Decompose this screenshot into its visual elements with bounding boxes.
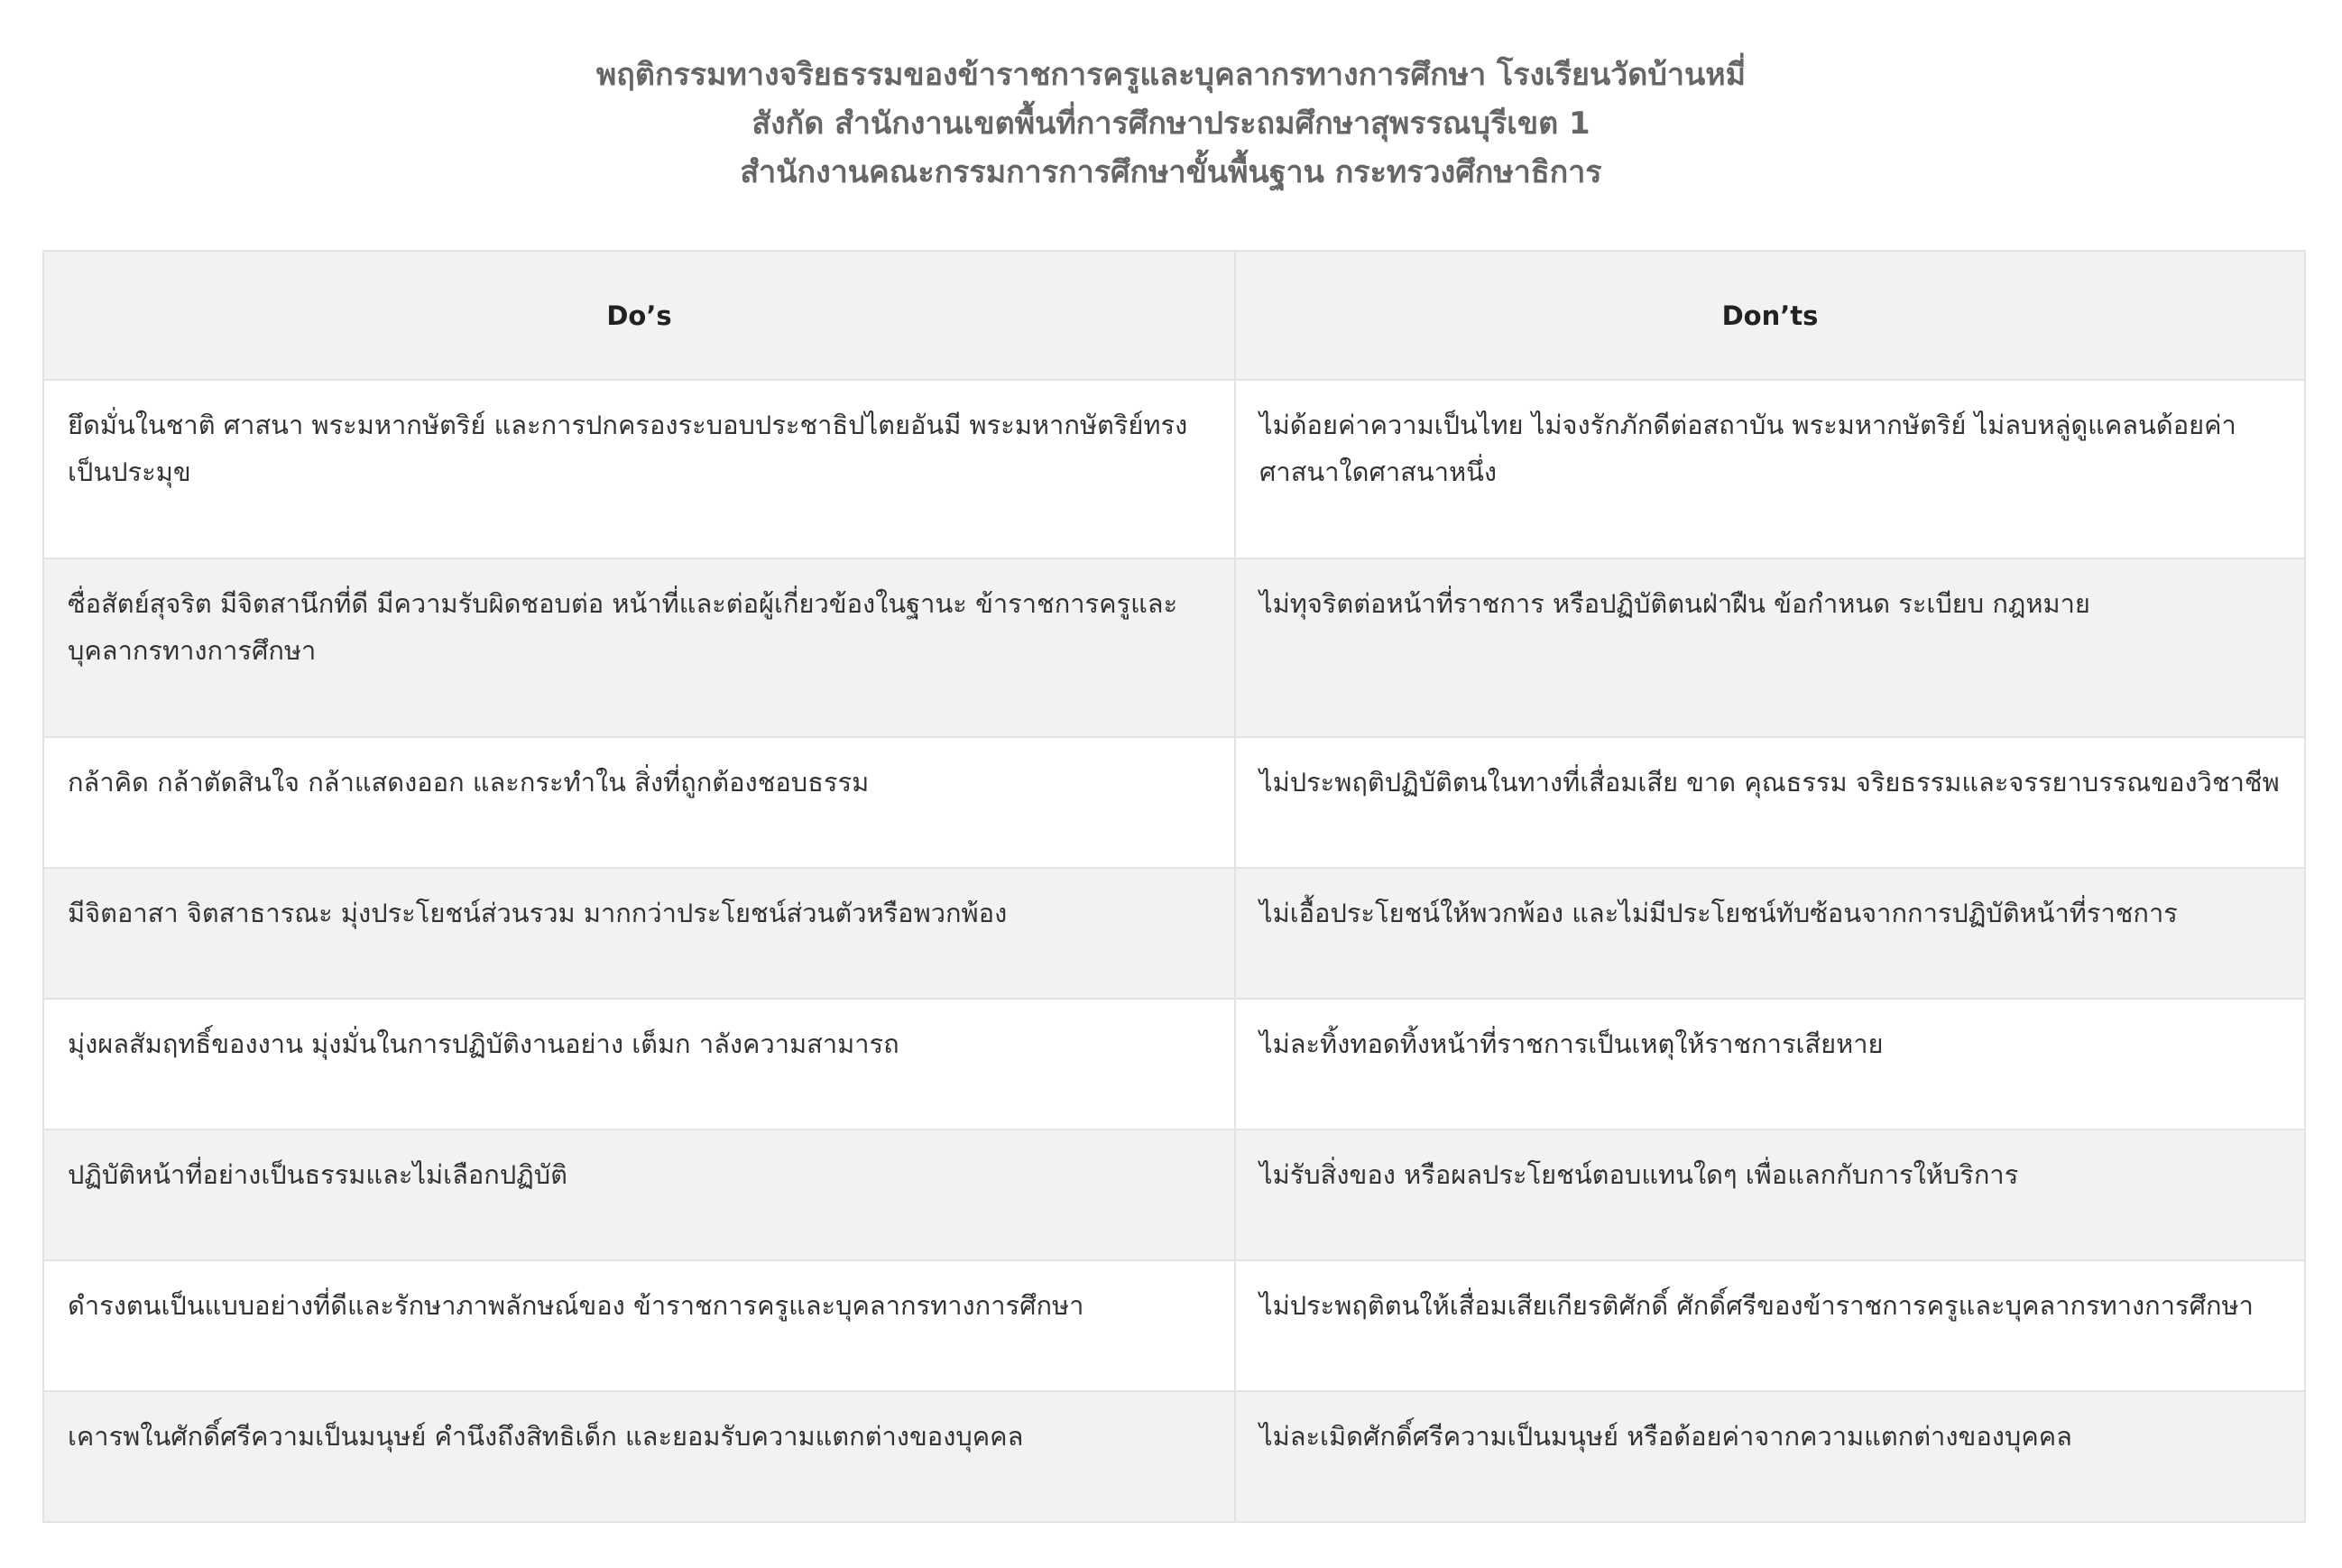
title-line-area-office: สังกัด สำนักงานเขตพื้นที่การศึกษาประถมศึกษาสุพรรณบุรีเขต 1 <box>751 106 1591 142</box>
dont-cell: ไม่ละเมิดศักดิ์ศรีความเป็นมนุษย์ หรือด้อยค่าจากความแตกต่างของบุคคล <box>1235 1391 2305 1522</box>
dont-cell: ไม่ทุจริตต่อหน้าที่ราชการ หรือปฏิบัติตนฝ่าฝืน ข้อกำหนด ระเบียบ กฎหมาย <box>1235 558 2305 737</box>
dos-donts-table <box>42 250 2306 1523</box>
table-row <box>43 868 2305 999</box>
do-cell: เคารพในศักดิ์ศรีความเป็นมนุษย์ คำนึงถึงสิทธิเด็ก และยอมรับความแตกต่างของบุคคล <box>43 1391 1235 1522</box>
do-cell: มีจิตอาสา จิตสาธารณะ มุ่งประโยชน์ส่วนรวม มากกว่าประโยชน์ส่วนตัวหรือพวกพ้อง <box>43 868 1235 999</box>
title-line-commission: สำนักงานคณะกรรมการการศึกษาขั้นพื้นฐาน กระทรวงศึกษาธิการ <box>740 154 1602 190</box>
dont-cell: ไม่ละทิ้งทอดทิ้งหน้าที่ราชการเป็นเหตุให้ราชการเสียหาย <box>1235 999 2305 1130</box>
dont-cell: ไม่ด้อยค่าความเป็นไทย ไม่จงรักภักดีต่อสถาบัน พระมหากษัตริย์ ไม่ลบหลู่ดูแคลนด้อยค่าศาสนาใดศาสนาหนึ่ง <box>1235 380 2305 558</box>
column-header-donts: Don’ts <box>1235 251 2305 380</box>
do-cell: ปฏิบัติหน้าที่อย่างเป็นธรรมและไม่เลือกปฏิบัติ <box>43 1130 1235 1260</box>
table-header-row <box>43 251 2305 380</box>
do-cell: ซื่อสัตย์สุจริต มีจิตสานึกที่ดี มีความรับผิดชอบต่อ หน้าที่และต่อผู้เกี่ยวข้องในฐานะ ข้าราชการครูและบุคลากรทางการศึกษา <box>43 558 1235 737</box>
table-row <box>43 1260 2305 1391</box>
table-row <box>43 737 2305 868</box>
table-row <box>43 1130 2305 1260</box>
dos-donts-table-container <box>42 250 2304 1523</box>
dont-cell: ไม่ประพฤติตนให้เสื่อมเสียเกียรติศักดิ์ ศักดิ์ศรีของข้าราชการครูและบุคลากรทางการศึกษา <box>1235 1260 2305 1391</box>
table-row <box>43 558 2305 737</box>
page-title <box>0 51 2342 197</box>
column-header-dos: Do’s <box>43 251 1235 380</box>
table-row <box>43 1391 2305 1522</box>
dont-cell: ไม่เอื้อประโยชน์ให้พวกพ้อง และไม่มีประโยชน์ทับซ้อนจากการปฏิบัติหน้าที่ราชการ <box>1235 868 2305 999</box>
title-line-school: พฤติกรรมทางจริยธรรมของข้าราชการครูและบุคลากรทางการศึกษา โรงเรียนวัดบ้านหมี่ <box>595 57 1747 93</box>
dont-cell: ไม่รับสิ่งของ หรือผลประโยชน์ตอบแทนใดๆ เพื่อแลกกับการให้บริการ <box>1235 1130 2305 1260</box>
dont-cell: ไม่ประพฤติปฏิบัติตนในทางที่เสื่อมเสีย ขาด คุณธรรม จริยธรรมและจรรยาบรรณของวิชาชีพ <box>1235 737 2305 868</box>
table-row <box>43 380 2305 558</box>
do-cell: กล้าคิด กล้าตัดสินใจ กล้าแสดงออก และกระทำใน สิ่งที่ถูกต้องชอบธรรม <box>43 737 1235 868</box>
table-row <box>43 999 2305 1130</box>
do-cell: มุ่งผลสัมฤทธิ์ของงาน มุ่งมั่นในการปฏิบัติงานอย่าง เต็มก าลังความสามารถ <box>43 999 1235 1130</box>
do-cell: ยึดมั่นในชาติ ศาสนา พระมหากษัตริย์ และการปกครองระบอบประชาธิปไตยอันมี พระมหากษัตริย์ทรงเป็นประมุข <box>43 380 1235 558</box>
do-cell: ดำรงตนเป็นแบบอย่างที่ดีและรักษาภาพลักษณ์ของ ข้าราชการครูและบุคลากรทางการศึกษา <box>43 1260 1235 1391</box>
